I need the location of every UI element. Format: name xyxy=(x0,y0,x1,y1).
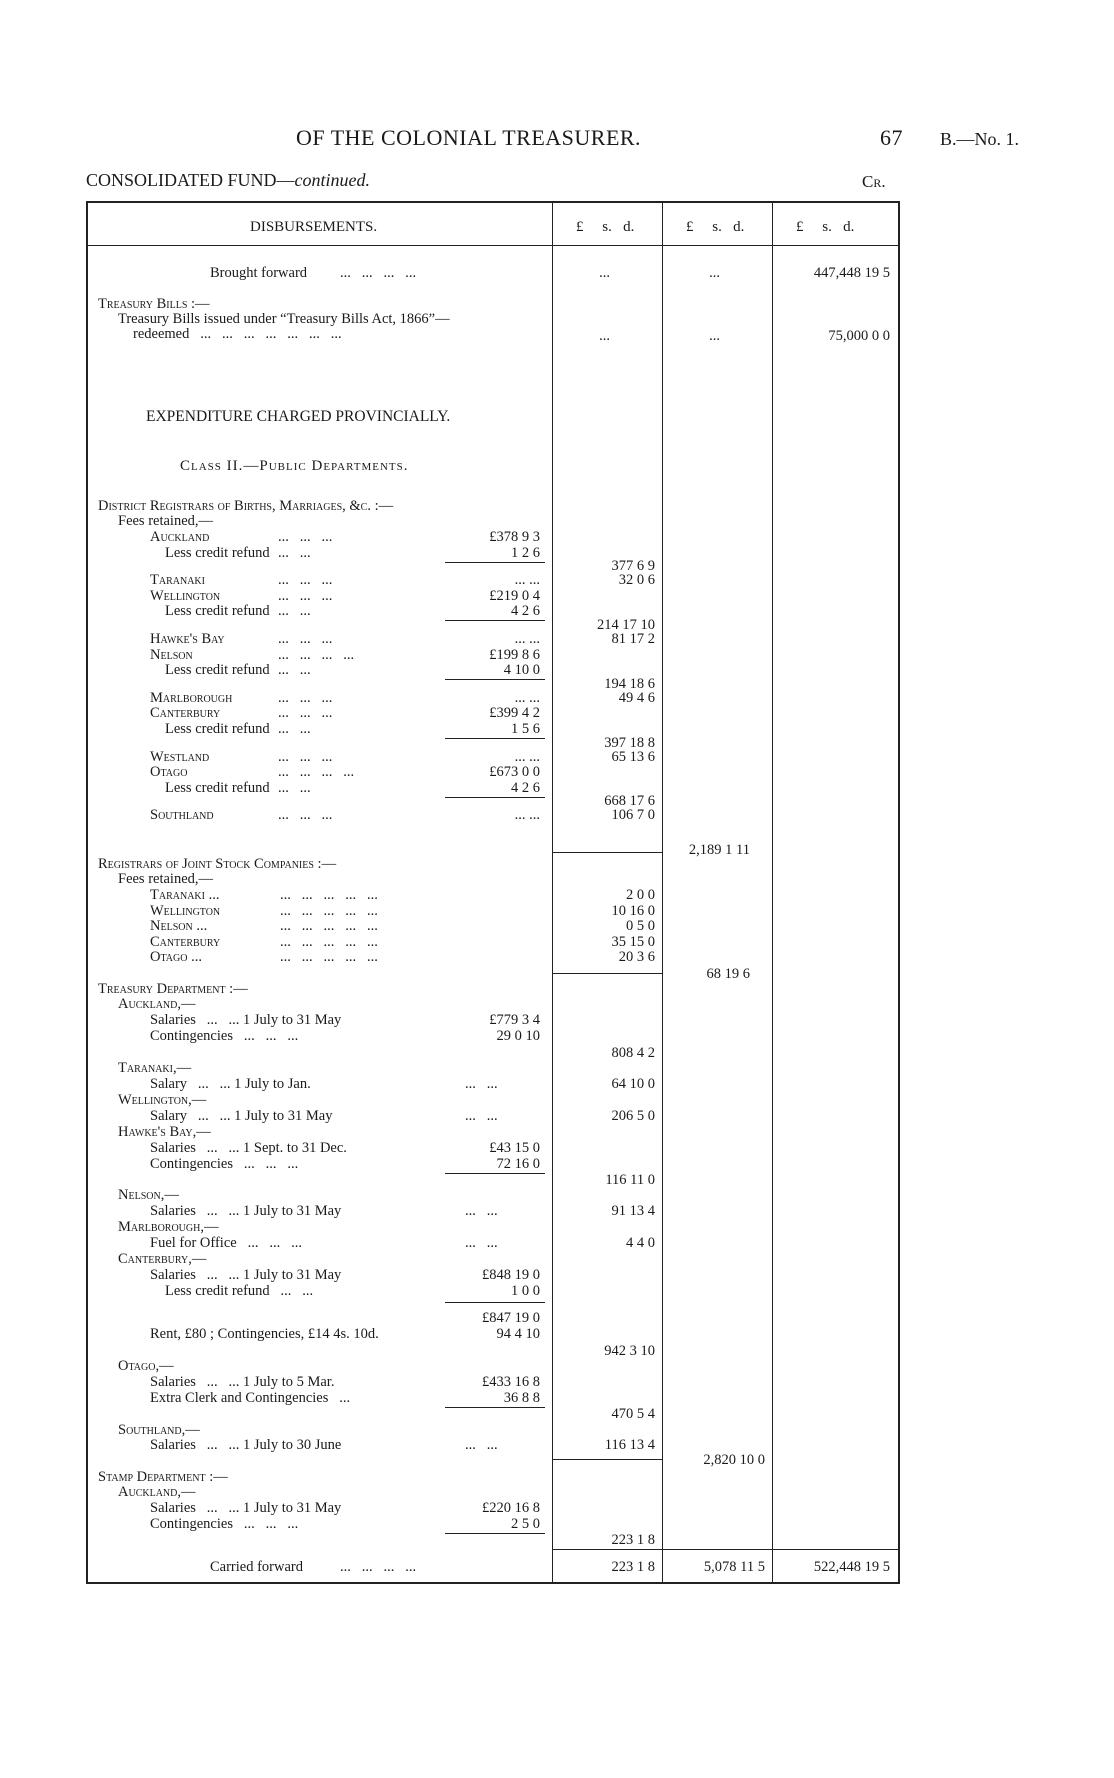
table-bottom-rule xyxy=(86,1582,900,1584)
joint-stock-row-label: Nelson ... xyxy=(150,918,208,935)
district-row-dots: ... ... xyxy=(278,662,311,679)
district-row-label: Canterbury xyxy=(150,705,221,722)
brought-forward-dots: ... ... ... ... xyxy=(340,265,417,281)
brought-forward-c2: ... xyxy=(709,265,720,281)
joint-stock-row-amount: 0 5 0 xyxy=(626,918,655,935)
district-row-label: Taranaki xyxy=(150,572,205,589)
district-row-label: Less credit refund xyxy=(165,603,270,620)
district-subtotal-rule xyxy=(445,562,545,563)
district-row-label: Less credit refund xyxy=(165,721,270,737)
td-canterbury-sub: £847 19 0 xyxy=(482,1310,540,1326)
td-otago-rule xyxy=(445,1407,545,1408)
td-southland: Southland,— xyxy=(118,1422,200,1438)
td-otago-extra: Extra Clerk and Contingencies ... xyxy=(150,1390,351,1406)
district-row-label: Less credit refund xyxy=(165,662,270,679)
sd-auckland: Auckland,— xyxy=(118,1484,196,1500)
td-auckland-salaries-amt: £779 3 4 xyxy=(489,1012,540,1028)
td-nelson-salaries: Salaries ... ... 1 July to 31 May xyxy=(150,1203,342,1219)
td-hawkes-salaries: Salaries ... ... 1 Sept. to 31 Dec. xyxy=(150,1140,347,1156)
district-sub: Fees retained,— xyxy=(118,513,214,529)
district-row-dots: ... ... ... xyxy=(278,529,333,545)
district-row-inner-amount: £199 8 6 xyxy=(489,646,540,663)
joint-stock-row-label: Wellington xyxy=(150,902,221,919)
joint-stock-row-dots: ... ... ... ... ... xyxy=(280,933,378,950)
district-subtotal-rule xyxy=(445,620,545,621)
td-hawkes-contingencies: Contingencies ... ... ... xyxy=(150,1156,299,1172)
treasury-dept-total: 2,820 10 0 xyxy=(703,1452,765,1468)
td-southland-total: 116 13 4 xyxy=(604,1437,655,1453)
carried-forward-rule xyxy=(553,1549,899,1550)
td-marlborough-fuel: Fuel for Office ... ... ... xyxy=(150,1235,302,1251)
td-canterbury-rule xyxy=(445,1302,545,1303)
td-wellington-total: 206 5 0 xyxy=(611,1108,655,1124)
district-row-inner-amount: £399 4 2 xyxy=(489,705,540,722)
district-row-inner-amount: 1 2 6 xyxy=(511,544,540,561)
page-number: 67 xyxy=(880,125,903,150)
district-row-dots: ... ... ... ... xyxy=(278,764,355,781)
td-canterbury-rent: Rent, £80 ; Contingencies, £14 4s. 10d. xyxy=(150,1326,379,1342)
td-nelson: Nelson,— xyxy=(118,1187,179,1203)
treasury-bills-line2: redeemed ... ... ... ... ... ... ... xyxy=(133,326,342,342)
td-canterbury: Canterbury,— xyxy=(118,1251,207,1267)
td-canterbury-rent-amt: 94 4 10 xyxy=(496,1326,540,1342)
treasury-bills-c3: 75,000 0 0 xyxy=(828,328,890,344)
sd-contingencies: Contingencies ... ... ... xyxy=(150,1516,299,1532)
district-row-label: Southland xyxy=(150,807,214,824)
district-row-amount: 377 6 9 xyxy=(611,558,655,575)
td-taranaki-salary: Salary ... ... 1 July to Jan. xyxy=(150,1076,311,1092)
joint-stock-row-label: Otago ... xyxy=(150,949,202,966)
td-hawkes-contingencies-amt: 72 16 0 xyxy=(496,1156,540,1172)
credit-side-label: Cr. xyxy=(862,172,886,191)
treasury-bills-line1: Treasury Bills issued under “Treasury Bills Act, 1866”— xyxy=(118,311,450,327)
page-title: OF THE COLONIAL TREASURER. xyxy=(296,125,642,150)
district-row-dots: ... ... ... xyxy=(278,631,333,647)
table-top-rule xyxy=(86,201,900,203)
sd-contingencies-amt: 2 5 0 xyxy=(511,1516,540,1532)
district-row-label: Wellington xyxy=(150,587,221,604)
joint-stock-row-dots: ... ... ... ... ... xyxy=(280,918,378,935)
sd-salaries: Salaries ... ... 1 July to 31 May xyxy=(150,1500,342,1516)
td-otago: Otago,— xyxy=(118,1358,174,1374)
td-nelson-total: 91 13 4 xyxy=(611,1203,655,1219)
carried-forward-label: Carried forward xyxy=(210,1559,303,1575)
joint-stock-row-dots: ... ... ... ... ... xyxy=(280,949,378,966)
td-otago-total: 470 5 4 xyxy=(611,1406,655,1422)
td-wellington-salary: Salary ... ... 1 July to 31 May xyxy=(150,1108,333,1124)
brought-forward-c1: ... xyxy=(599,265,610,281)
district-row-dots: ... ... xyxy=(278,603,311,620)
district-subtotal-rule xyxy=(445,738,545,739)
joint-stock-row-dots: ... ... ... ... ... xyxy=(280,902,378,919)
district-total: 2,189 1 11 xyxy=(688,842,750,858)
td-taranaki-total: 64 10 0 xyxy=(611,1076,655,1092)
td-nelson-dots: ... ... xyxy=(465,1203,498,1219)
sd-salaries-amt: £220 16 8 xyxy=(482,1500,540,1516)
district-row-inner-amount: ... ... xyxy=(514,748,540,765)
td-southland-dots: ... ... xyxy=(465,1437,498,1453)
district-head: District Registrars of Births, Marriages, &c. :— xyxy=(98,498,394,514)
stamp-dept-total: 223 1 8 xyxy=(611,1532,655,1548)
joint-stock-row-amount: 10 16 0 xyxy=(611,902,655,919)
district-row-inner-amount: 4 2 6 xyxy=(511,603,540,620)
joint-stock-row-dots: ... ... ... ... ... xyxy=(280,887,378,903)
district-row-inner-amount: 4 2 6 xyxy=(511,779,540,796)
fund-title xyxy=(86,170,370,191)
district-row-label: Marlborough xyxy=(150,689,233,706)
brought-forward-label: Brought forward xyxy=(210,265,308,281)
td-marlborough: Marlborough,— xyxy=(118,1219,219,1235)
frame-left xyxy=(86,201,88,1583)
district-row-label: Nelson xyxy=(150,646,193,663)
district-row-amount: 668 17 6 xyxy=(604,793,655,810)
td-hawkes-total: 116 11 0 xyxy=(605,1172,655,1188)
district-subtotal-rule xyxy=(445,797,545,798)
td-auckland-total: 808 4 2 xyxy=(611,1045,655,1061)
td-hawkes-rule xyxy=(445,1173,545,1174)
treasury-bills-head: Treasury Bills :— xyxy=(98,296,210,312)
joint-stock-row-label: Canterbury xyxy=(150,933,221,950)
header-col1: £ s. d. xyxy=(576,219,635,235)
district-row-label: Less credit refund xyxy=(165,544,270,561)
table-header-rule xyxy=(86,245,900,246)
carried-forward-dots: ... ... ... ... xyxy=(340,1559,417,1575)
td-canterbury-refund-amt: 1 0 0 xyxy=(511,1283,540,1299)
td-otago-salaries-amt: £433 16 8 xyxy=(482,1374,540,1390)
district-row-inner-amount: 1 5 6 xyxy=(511,721,540,737)
district-row-amount: 214 17 10 xyxy=(597,617,655,633)
td-canterbury-total: 942 3 10 xyxy=(604,1343,655,1359)
td-otago-extra-amt: 36 8 8 xyxy=(503,1390,540,1406)
joint-stock-row-amount: 2 0 0 xyxy=(626,887,655,903)
district-row-label: Auckland xyxy=(150,529,210,545)
district-row-dots: ... ... ... xyxy=(278,807,333,824)
district-row-inner-amount: ... ... xyxy=(514,689,540,706)
td-wellington-dots: ... ... xyxy=(465,1108,498,1124)
district-row-dots: ... ... ... xyxy=(278,572,333,589)
district-row-inner-amount: ... ... xyxy=(514,572,540,589)
carried-forward-c1: 223 1 8 xyxy=(611,1559,655,1575)
district-row-inner-amount: ... ... xyxy=(514,807,540,824)
joint-stock-row-amount: 20 3 6 xyxy=(618,949,655,966)
district-row-amount: 81 17 2 xyxy=(611,631,655,647)
td-auckland: Auckland,— xyxy=(118,996,196,1012)
fund-title-text: CONSOLIDATED FUND— xyxy=(86,170,295,190)
col-divider-3 xyxy=(772,201,773,1583)
td-canterbury-refund: Less credit refund ... ... xyxy=(165,1283,314,1299)
district-total-rule xyxy=(553,852,662,853)
district-row-amount: 65 13 6 xyxy=(611,748,655,765)
stamp-dept-head: Stamp Department :— xyxy=(98,1469,228,1485)
district-row-dots: ... ... ... ... xyxy=(278,646,355,663)
header-col2: £ s. d. xyxy=(686,219,745,235)
joint-stock-head: Registrars of Joint Stock Companies :— xyxy=(98,856,337,872)
td-canterbury-salaries: Salaries ... ... 1 July to 31 May xyxy=(150,1267,342,1283)
district-row-dots: ... ... ... xyxy=(278,748,333,765)
district-row-label: Hawke's Bay xyxy=(150,631,225,647)
td-otago-salaries: Salaries ... ... 1 July to 5 Mar. xyxy=(150,1374,335,1390)
sd-rule xyxy=(445,1533,545,1534)
td-marlborough-total: 4 4 0 xyxy=(626,1235,655,1251)
document-reference: B.—No. 1. xyxy=(940,129,1020,149)
district-row-amount: 397 18 8 xyxy=(604,734,655,751)
td-taranaki: Taranaki,— xyxy=(118,1060,192,1076)
header-disbursements: DISBURSEMENTS. xyxy=(250,219,378,235)
td-southland-salaries: Salaries ... ... 1 July to 30 June xyxy=(150,1437,342,1453)
td-auckland-contingencies: Contingencies ... ... ... xyxy=(150,1028,299,1044)
td-canterbury-salaries-amt: £848 19 0 xyxy=(482,1267,540,1283)
district-row-amount: 49 4 6 xyxy=(618,689,655,706)
joint-stock-row-label: Taranaki ... xyxy=(150,887,220,903)
joint-total-rule xyxy=(553,973,662,974)
col-divider-1 xyxy=(552,201,553,1583)
joint-stock-row-amount: 35 15 0 xyxy=(611,933,655,950)
district-row-inner-amount: £673 0 0 xyxy=(489,764,540,781)
district-row-inner-amount: 4 10 0 xyxy=(503,662,540,679)
district-row-inner-amount: £378 9 3 xyxy=(489,529,540,545)
td-auckland-contingencies-amt: 29 0 10 xyxy=(496,1028,540,1044)
td-hawkes: Hawke's Bay,— xyxy=(118,1124,211,1140)
district-row-amount: 32 0 6 xyxy=(618,572,655,589)
district-row-inner-amount: £219 0 4 xyxy=(489,587,540,604)
district-row-label: Westland xyxy=(150,748,210,765)
td-taranaki-dots: ... ... xyxy=(465,1076,498,1092)
joint-stock-total: 68 19 6 xyxy=(706,966,750,982)
district-row-amount: 106 7 0 xyxy=(611,807,655,824)
district-row-amount: 194 18 6 xyxy=(604,675,655,692)
district-row-dots: ... ... xyxy=(278,721,311,737)
district-subtotal-rule xyxy=(445,679,545,680)
joint-stock-sub: Fees retained,— xyxy=(118,871,214,887)
district-row-label: Otago xyxy=(150,764,188,781)
section-title: EXPENDITURE CHARGED PROVINCIALLY. xyxy=(146,408,451,425)
carried-forward-c2: 5,078 11 5 xyxy=(703,1559,765,1575)
treasury-bills-c2: ... xyxy=(709,328,720,344)
td-wellington: Wellington,— xyxy=(118,1092,207,1108)
treasury-bills-c1: ... xyxy=(599,328,610,344)
district-row-dots: ... ... xyxy=(278,779,311,796)
col-divider-2 xyxy=(662,201,663,1583)
td-hawkes-salaries-amt: £43 15 0 xyxy=(489,1140,540,1156)
fund-title-continued: continued. xyxy=(294,170,370,190)
treasury-dept-head: Treasury Department :— xyxy=(98,981,248,997)
district-row-dots: ... ... ... xyxy=(278,705,333,722)
brought-forward-c3: 447,448 19 5 xyxy=(813,265,890,281)
td-total-rule xyxy=(553,1459,662,1460)
district-row-inner-amount: ... ... xyxy=(514,631,540,647)
district-row-dots: ... ... ... xyxy=(278,689,333,706)
header-col3: £ s. d. xyxy=(796,219,855,235)
td-marlborough-dots: ... ... xyxy=(465,1235,498,1251)
class-title: Class II.—Public Departments. xyxy=(180,458,409,474)
district-row-dots: ... ... xyxy=(278,544,311,561)
carried-forward-c3: 522,448 19 5 xyxy=(813,1559,890,1575)
frame-right xyxy=(898,201,900,1583)
td-auckland-salaries: Salaries ... ... 1 July to 31 May xyxy=(150,1012,342,1028)
district-row-dots: ... ... ... xyxy=(278,587,333,604)
district-row-label: Less credit refund xyxy=(165,779,270,796)
